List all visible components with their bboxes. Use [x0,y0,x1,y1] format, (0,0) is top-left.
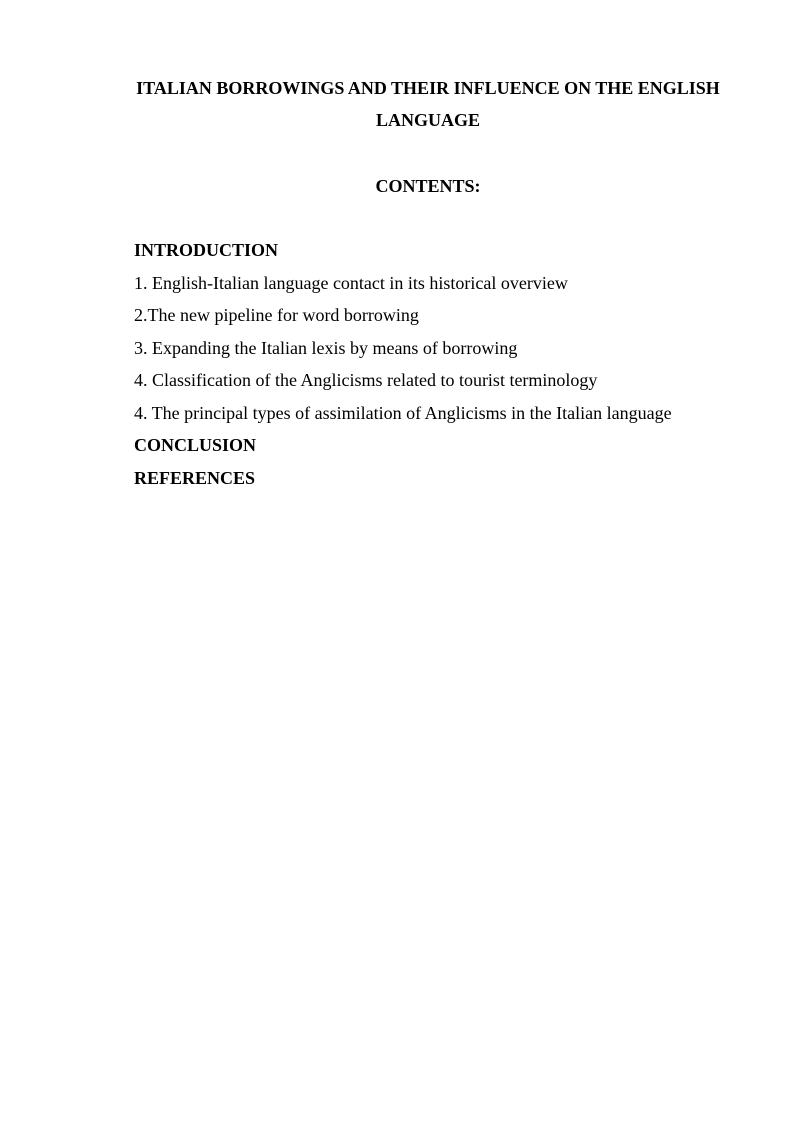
document-title: ITALIAN BORROWINGS AND THEIR INFLUENCE ON THE ENGLISH LANGUAGE [136,78,720,130]
contents-heading: CONTENTS: [375,176,481,196]
toc-item-5: 4. The principal types of assimilation of Anglicisms in the Italian language [134,402,672,423]
toc-item-conclusion: CONCLUSION [134,435,257,455]
toc-item-1: 1. English-Italian language contact in its historical overview [134,272,568,293]
toc-item-references: REFERENCES [134,467,256,488]
toc-item-introduction: INTRODUCTION [134,240,279,260]
toc-item-3: 3. Expanding the Italian lexis by means of borrowing [134,337,518,358]
toc-item-4: 4. Classification of the Anglicisms related to tourist terminology [134,370,598,390]
toc-item-2: 2.The new pipeline for word borrowing [134,305,419,325]
table-of-contents [134,234,754,494]
